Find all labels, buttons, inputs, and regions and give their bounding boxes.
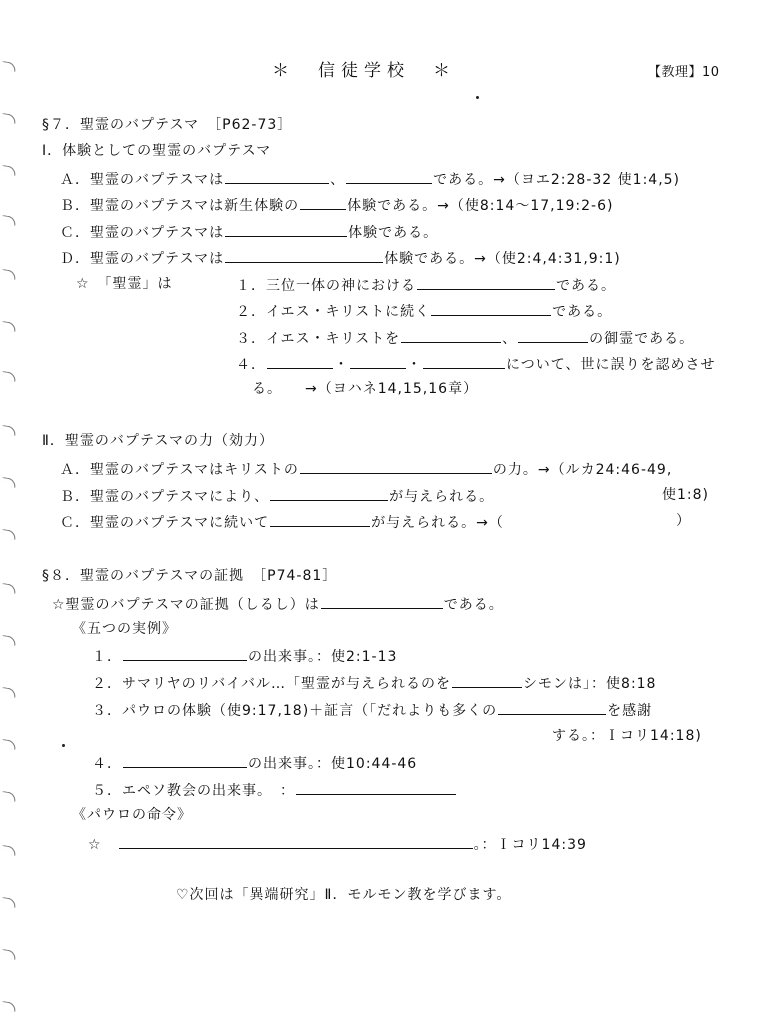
- fill-blank[interactable]: [321, 594, 443, 609]
- example-1-suffix: の出来事。：使2:1-13: [248, 649, 398, 665]
- binder-hole-mark: [1, 529, 16, 540]
- fill-blank[interactable]: [270, 486, 388, 501]
- command-heading: 《パウロの命令》: [72, 807, 192, 823]
- section8-heading: §８．聖霊のバプテスマの証拠 ［P74-81］: [42, 568, 338, 584]
- evidence-intro-suffix: である。: [443, 597, 504, 613]
- point-4-dot: ・: [334, 357, 349, 373]
- example-4-suffix: の出来事。：使10:44-46: [248, 756, 418, 772]
- example-5: [92, 780, 457, 800]
- fill-blank[interactable]: [225, 248, 383, 263]
- item-c-suffix: が与えられる。→（: [371, 515, 504, 531]
- holy-spirit-point-4-continued: る。 →（ヨハネ14,15,16章）: [252, 381, 479, 397]
- fill-blank[interactable]: [518, 328, 588, 343]
- binder-hole-mark: [1, 269, 16, 280]
- item-b-prefix: Ｂ．聖霊のバプテスマは新生体験の: [60, 198, 300, 214]
- binder-hole-mark: [1, 635, 16, 646]
- binder-hole-mark: [1, 583, 16, 594]
- item-a-prefix: Ａ．聖霊のバプテスマはキリストの: [60, 462, 299, 478]
- part1-item-d: [60, 248, 621, 268]
- part2-heading: Ⅱ．聖霊のバプテスマの力（効力）: [42, 433, 275, 449]
- example-3-suffix: を感謝: [607, 703, 653, 719]
- example-5-prefix: ５．エペソ教会の出来事。 ：: [92, 783, 295, 799]
- item-b-suffix: 体験である。→（使8:14～17,19:2-6): [347, 198, 614, 214]
- command-line: [88, 834, 587, 854]
- example-4: [92, 753, 417, 773]
- fill-blank[interactable]: [225, 222, 347, 237]
- binder-hole-mark: [1, 897, 16, 908]
- part1-heading: Ⅰ．体験としての聖霊のバプテスマ: [42, 143, 272, 159]
- fill-blank[interactable]: [300, 195, 346, 210]
- fill-blank[interactable]: [119, 834, 473, 849]
- part1-item-c: [60, 222, 438, 242]
- example-3-continued: する。：Ｉコリ14:18): [552, 728, 702, 744]
- item-d-prefix: Ｄ．聖霊のバプテスマは: [60, 251, 225, 267]
- section7-heading: §７．聖霊のバプテスマ ［P62-73］: [42, 117, 293, 133]
- point-2-suffix: である。: [552, 304, 613, 320]
- part1-item-b: [60, 195, 613, 215]
- fill-blank[interactable]: [300, 459, 492, 474]
- binder-hole-mark: [1, 165, 16, 176]
- fill-blank[interactable]: [452, 673, 522, 688]
- point-3-prefix: ３．イエス・キリストを: [236, 331, 401, 347]
- binder-hole-mark: [1, 1001, 16, 1012]
- fill-blank[interactable]: [417, 275, 555, 290]
- fill-blank[interactable]: [498, 700, 606, 715]
- holy-spirit-point-3: [236, 328, 694, 348]
- holy-spirit-point-2: [236, 301, 612, 321]
- point-1-suffix: である。: [556, 278, 616, 294]
- item-a-prefix: Ａ．聖霊のバプテスマは: [60, 172, 225, 188]
- fill-blank[interactable]: [123, 646, 247, 661]
- item-a-suffix: である。→（ヨエ2:28-32 使1:4,5): [433, 172, 681, 188]
- binder-hole-mark: [1, 321, 16, 332]
- point-2-prefix: ２．イエス・キリストに続く: [236, 304, 431, 320]
- fill-blank[interactable]: [123, 753, 247, 768]
- command-star: ☆: [88, 837, 102, 853]
- fill-blank[interactable]: [346, 169, 432, 184]
- evidence-intro: [52, 594, 504, 614]
- fill-blank[interactable]: [401, 328, 501, 343]
- footer-note: ♡次回は「異端研究」Ⅱ．モルモン教を学びます。: [176, 887, 512, 903]
- holy-spirit-point-4: [236, 354, 715, 374]
- holy-spirit-point-1: [236, 275, 616, 295]
- binder-hole-mark: [1, 845, 16, 856]
- item-d-suffix: 体験である。→（使2:4,4:31,9:1): [384, 251, 621, 267]
- point-4-prefix: ４．: [236, 357, 266, 373]
- binder-hole-mark: [1, 739, 16, 750]
- binder-hole-mark: [1, 949, 16, 960]
- example-3: [92, 700, 652, 720]
- example-1: [92, 646, 397, 666]
- example-2-prefix: ２．サマリヤのリバイバル…「聖霊が与えられるのを: [92, 676, 452, 692]
- item-b-suffix: が与えられる。: [389, 489, 495, 505]
- fill-blank[interactable]: [267, 354, 333, 369]
- example-1-number: １．: [92, 649, 122, 665]
- point-4-suffix: について、世に誤りを認めさせ: [506, 357, 716, 373]
- fill-blank[interactable]: [350, 354, 406, 369]
- fill-blank[interactable]: [270, 512, 370, 527]
- item-a-separator: 、: [330, 172, 346, 188]
- part2-item-c: [60, 512, 504, 532]
- binder-hole-mark: [1, 215, 16, 226]
- binder-hole-mark: [1, 425, 16, 436]
- example-4-number: ４．: [92, 756, 122, 772]
- fill-blank[interactable]: [296, 780, 456, 795]
- subject-tag: 【教理】10: [648, 65, 720, 80]
- item-c-prefix: Ｃ．聖霊のバプテスマに続いて: [60, 515, 270, 531]
- binder-hole-mark: [1, 687, 16, 698]
- item-c-prefix: Ｃ．聖霊のバプテスマは: [60, 225, 225, 241]
- binder-hole-mark: [1, 61, 16, 72]
- holy-spirit-star-label: ☆ 「聖霊」は: [76, 276, 173, 292]
- evidence-intro-prefix: ☆聖霊のバプテスマの証拠（しるし）は: [52, 597, 320, 613]
- point-4-dot: ・: [407, 357, 422, 373]
- binder-hole-mark: [1, 113, 16, 124]
- stray-dot: [62, 744, 65, 747]
- item-c-suffix: 体験である。: [348, 225, 439, 241]
- point-3-suffix: の御霊である。: [589, 331, 695, 347]
- fill-blank[interactable]: [225, 169, 329, 184]
- item-b-prefix: Ｂ．聖霊のバプテスマにより、: [60, 489, 270, 505]
- point-1-prefix: １．三位一体の神における: [236, 278, 416, 294]
- binder-holes: [0, 0, 20, 1024]
- part2-item-c-close-paren: ）: [676, 513, 691, 529]
- binder-hole-mark: [1, 791, 16, 802]
- page-title: ＊ 信徒学校 ＊: [272, 61, 456, 81]
- fill-blank[interactable]: [431, 301, 551, 316]
- command-suffix: 。：Ｉコリ14:39: [473, 837, 587, 853]
- example-2: [92, 673, 656, 693]
- examples-heading: 《五つの実例》: [72, 621, 177, 637]
- part2-item-b-reference: 使1:8): [662, 487, 709, 503]
- item-a-suffix: の力。→（ルカ24:46-49,: [492, 462, 673, 478]
- part2-item-b: [60, 486, 494, 506]
- part1-item-a: [60, 169, 680, 189]
- stray-dot: [476, 96, 479, 99]
- point-3-separator: 、: [502, 331, 518, 347]
- binder-hole-mark: [1, 477, 16, 488]
- binder-hole-mark: [1, 371, 16, 382]
- example-2-suffix: シモンは」：使8:18: [523, 676, 657, 692]
- fill-blank[interactable]: [423, 354, 505, 369]
- part2-item-a: [60, 459, 672, 479]
- example-3-prefix: ３．パウロの体験（使9:17,18)＋証言（「だれよりも多くの: [92, 703, 498, 719]
